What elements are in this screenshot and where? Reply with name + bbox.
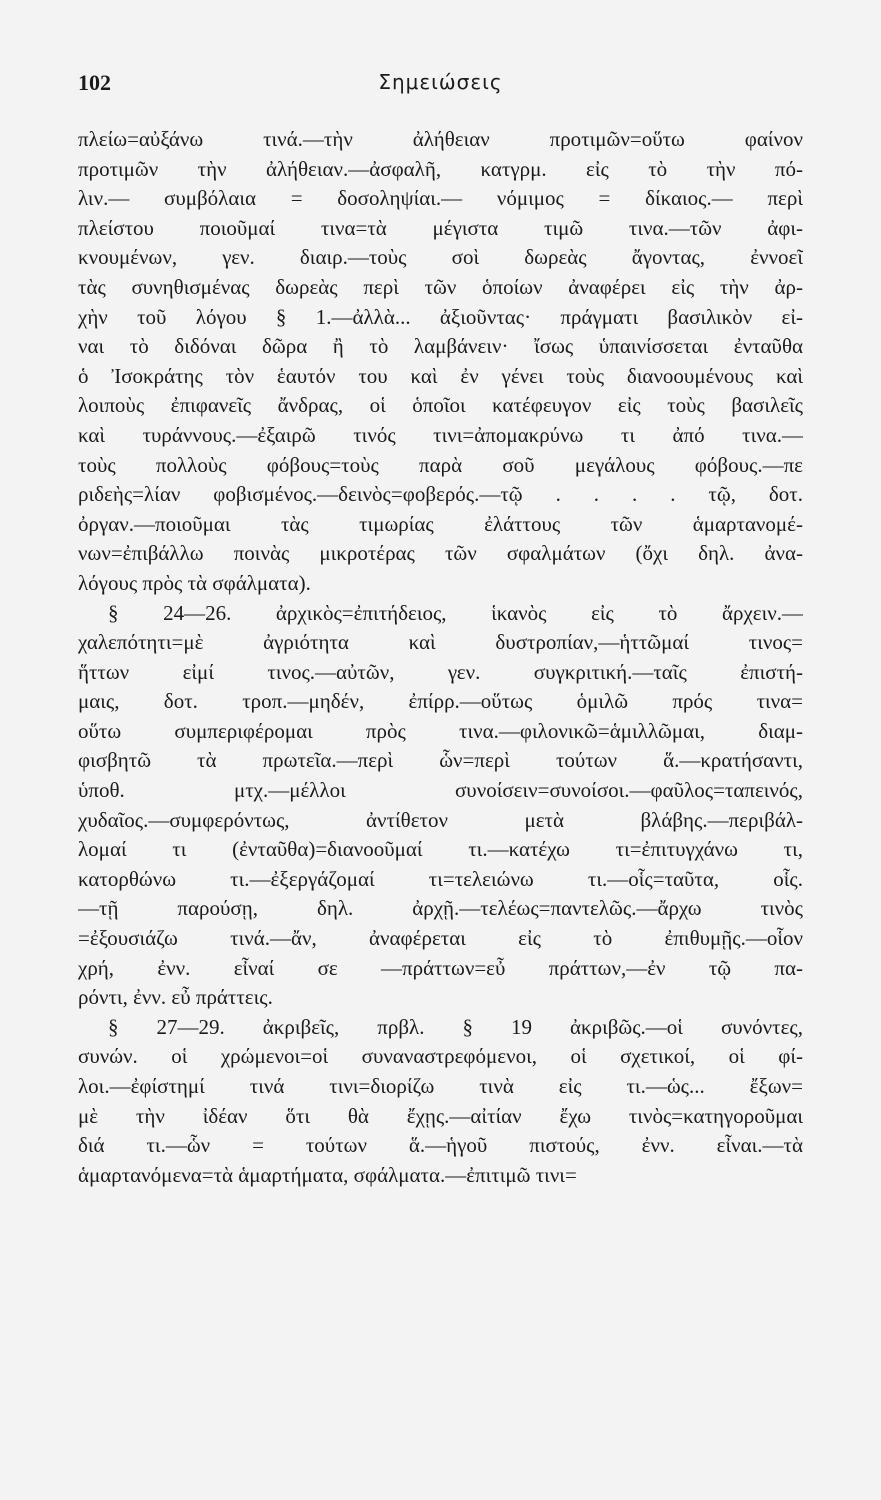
text-line: λόγους πρὸς τὰ σφάλματα). [78, 570, 311, 595]
text-line: πλείστου ποιοῦμαί τινα=τὰ μέγιστα τιμῶ τινα.—τῶν ἀφι- [78, 215, 803, 240]
text-line: μὲ τὴν ἰδέαν ὅτι θὰ ἔχῃς.—αἰτίαν ἔχω τινὸς=κατηγοροῦμαι [78, 1103, 803, 1128]
text-line: χρή, ἐνν. εἶναί σε —πράττων=εὖ πράττων,—ἐν τῷ πα- [78, 955, 803, 980]
text-line: ὁ Ἰσοκράτης τὸν ἑαυτόν του καὶ ἐν γένει τοὺς διανοουμένους καὶ [78, 363, 803, 388]
text-line: τὰς συνηθισμένας δωρεὰς περὶ τῶν ὁποίων ἀναφέρει εἰς τὴν ἀρ- [78, 274, 803, 299]
text-line: νων=ἐπιβάλλω ποινὰς μικροτέρας τῶν σφαλμάτων (ὄχι δηλ. ἀνα- [78, 541, 803, 566]
text-line: § 27—29. ἀκριβεῖς, πρβλ. § 19 ἀκριβῶς.—οἱ συνόντες, [108, 1014, 803, 1039]
text-line: διά τι.—ὧν = τούτων ἅ.—ἡγοῦ πιστούς, ἐνν. εἶναι.—τὰ [78, 1133, 803, 1158]
text-line: χυδαῖος.—συμφερόντως, ἀντίθετον μετὰ βλάβης.—περιβάλ- [78, 807, 803, 832]
text-line: λοιποὺς ἐπιφανεῖς ἄνδρας, οἱ ὁποῖοι κατέφευγον εἰς τοὺς βασιλεῖς [78, 393, 803, 418]
text-line: οὕτω συμπεριφέρομαι πρὸς τινα.—φιλονικῶ=ἁμιλλῶμαι, διαμ- [78, 718, 803, 743]
page-header [78, 70, 803, 110]
text-line: χαλεπότητι=μὲ ἀγριότητα καὶ δυστροπίαν,—ἡττῶμαί τινος= [78, 630, 803, 655]
text-line: § 24—26. ἀρχικὸς=ἐπιτήδειος, ἱκανὸς εἰς τὸ ἄρχειν.— [108, 600, 803, 625]
text-line: τοὺς πολλοὺς φόβους=τοὺς παρὰ σοῦ μεγάλους φόβους.—πε [78, 452, 803, 477]
text-line: φισβητῶ τὰ πρωτεῖα.—περὶ ὧν=περὶ τούτων ἅ.—κρατήσαντι, [78, 748, 803, 773]
text-line: μαις, δοτ. τροπ.—μηδέν, ἐπίρρ.—οὕτως ὁμιλῶ πρός τινα= [78, 689, 803, 714]
text-line: προτιμῶν τὴν ἀλήθειαν.—ἀσφαλῆ, κατγρμ. εἰς τὸ τὴν πό- [78, 156, 803, 181]
text-line: —τῇ παρούσῃ, δηλ. ἀρχῇ.—τελέως=παντελῶς.—ἄρχω τινὸς [78, 896, 803, 921]
text-line: καὶ τυράννους.—ἐξαιρῶ τινός τινι=ἀπομακρύνω τι ἀπό τινα.— [78, 422, 803, 447]
text-line: κνουμένων, γεν. διαιρ.—τοὺς σοὶ δωρεὰς ἄγοντας, ἐννοεῖ [78, 245, 803, 270]
page-number: 102 [78, 70, 111, 95]
text-line: χὴν τοῦ λόγου § 1.—ἀλλὰ... ἀξιοῦντας· πράγματι βασιλικὸν εἰ- [78, 304, 803, 329]
text-line: λιν.— συμβόλαια = δοσοληψίαι.— νόμιμος = δίκαιος.— περὶ [78, 186, 803, 211]
notes-text [78, 125, 803, 1190]
text-line: =ἐξουσιάζω τινά.—ἄν, ἀναφέρεται εἰς τὸ ἐπιθυμῇς.—οἷον [78, 926, 803, 951]
text-line: ὀργαν.—ποιοῦμαι τὰς τιμωρίας ἐλάττους τῶν ἁμαρτανομέ- [78, 511, 803, 536]
text-line: ἁμαρτανόμενα=τὰ ἁμαρτήματα, σφάλματα.—ἐπιτιμῶ τινι= [78, 1162, 577, 1187]
text-line: ὑποθ. μτχ.—μέλλοι συνοίσειν=συνοίσοι.—φαῦλος=ταπεινός, [78, 778, 803, 803]
text-line: ριδεὴς=λίαν φοβισμένος.—δεινὸς=φοβερός.—τῷ . . . . τῷ, δοτ. [78, 482, 803, 507]
text-line: συνών. οἱ χρώμενοι=οἱ συναναστρεφόμενοι, οἱ σχετικοί, οἱ φί- [78, 1044, 803, 1069]
text-line: λομαί τι (ἐνταῦθα)=διανοοῦμαί τι.—κατέχω τι=ἐπιτυγχάνω τι, [78, 837, 803, 862]
text-line: πλείω=αὐξάνω τινά.—τὴν ἀλήθειαν προτιμῶν=οὕτω φαίνον [78, 127, 803, 151]
text-line: ἥττων εἰμί τινος.—αὐτῶν, γεν. συγκριτική.—ταῖς ἐπιστή- [78, 659, 803, 684]
text-line: ναι τὸ διδόναι δῶρα ἢ τὸ λαμβάνειν· ἴσως ὑπαινίσσεται ἐνταῦθα [78, 334, 803, 359]
text-line: λοι.—ἐφίστημί τινά τινι=διορίζω τινὰ εἰς τι.—ὡς... ἔξων= [78, 1074, 803, 1098]
text-line: κατορθώνω τι.—ἐξεργάζομαί τι=τελειώνω τι.—οἷς=ταῦτα, οἷς. [78, 866, 803, 891]
text-line: ρόντι, ἐνν. εὖ πράττεις. [78, 985, 273, 1010]
running-title: Σημειώσεις [378, 70, 503, 94]
